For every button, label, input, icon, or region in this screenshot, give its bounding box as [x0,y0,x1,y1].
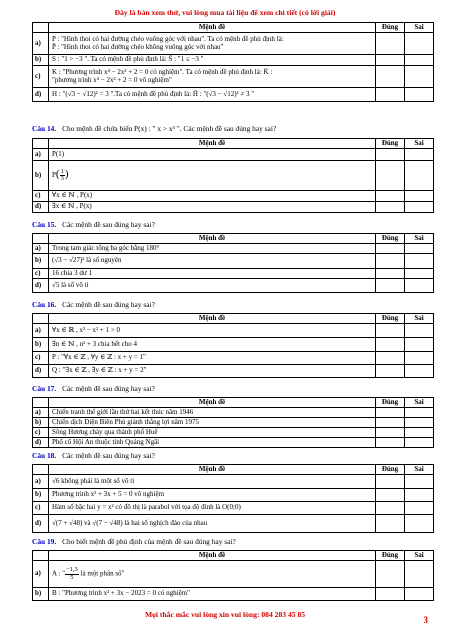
contact-footer: Mọi thắc mắc vui lòng xin vui lòng: 084 283 45 85 [144,610,306,619]
question-text: Cho mệnh đề chứa biến P(x) : " x > x³ ". Các mệnh đề sau đúng hay sai? [62,124,277,133]
fraction-numerator: −1,3 [65,566,78,573]
false-cell[interactable] [405,279,434,293]
table-row [33,269,434,279]
statement-text: S : "1 > −3 ". Ta có mệnh đề phủ định là: S̄ : "1 ≤ −3 " [49,55,376,66]
table-row [33,244,434,254]
false-cell[interactable] [405,408,434,418]
question-text: Các mệnh đề sau đúng hay sai? [62,451,155,460]
statement-text: ∀x ∈ ℕ , P(x) [49,191,376,202]
false-cell[interactable] [405,438,434,448]
question-15 [32,220,155,229]
row-label: a) [33,324,49,338]
table-row [33,515,434,533]
false-cell[interactable] [405,352,434,365]
table-q16 [32,313,434,378]
question-text: Các mệnh đề sau đúng hay sai? [62,300,155,309]
true-cell[interactable] [376,418,405,428]
statement-text: √(7 + √48) và √(7 − √48) là hai số nghịch đảo của nhau [49,515,376,533]
header-false: Sai [405,234,434,244]
true-cell[interactable] [376,244,405,254]
header-statement: Mệnh đề [49,139,376,149]
table-row [33,149,434,161]
table-q15 [32,233,434,293]
statement-suffix: là một phân số" [78,569,125,578]
table-row [33,502,434,515]
false-cell[interactable] [405,202,434,213]
true-cell[interactable] [376,489,405,502]
statement-text: H : "(√3 − √12)² = 3 ".Ta có mệnh đề phủ định là: H̄ : "(√3 − √12)² ≠ 3 " [49,88,376,102]
false-cell[interactable] [405,365,434,378]
row-label: c) [33,428,49,438]
statement-text: (√3 − √27)² là số nguyên [49,254,376,269]
true-cell[interactable] [376,365,405,378]
question-number: Câu 17. [32,384,57,393]
table-row [33,88,434,102]
row-label: d) [33,279,49,293]
statement-text: Chiến dịch Điện Biên Phủ giành thắng lợi năm 1975 [49,418,376,428]
header-true: Đúng [376,234,405,244]
row-label: b) [33,489,49,502]
question-number: Câu 16. [32,300,57,309]
table-q19 [32,550,434,601]
row-label: b) [33,254,49,269]
false-cell[interactable] [405,338,434,352]
row-label: b) [33,161,49,191]
table-row [33,588,434,601]
false-cell[interactable] [405,254,434,269]
question-14 [32,124,276,133]
fraction-numerator: 1 [60,167,64,175]
header-statement: Mệnh đề [49,465,376,475]
header-true: Đúng [376,23,405,33]
true-cell[interactable] [376,279,405,293]
statement-text: 16 chia 3 dư 1 [49,269,376,279]
statement-text: Phương trình x² + 3x + 5 = 0 vô nghiệm [49,489,376,502]
statement-text-2: P̄ : "Hình thoi có hai đường chéo không vuông góc với nhau" [52,42,224,51]
false-cell[interactable] [405,502,434,515]
statement-text: ∃x ∈ ℕ , P(x) [49,202,376,213]
true-cell[interactable] [376,408,405,418]
statement-text: Hàm số bậc hai y = x² có đồ thị là parabol với tọa độ đỉnh là O(0;0) [49,502,376,515]
header-false: Sai [405,314,434,324]
question-19 [32,537,236,546]
question-number: Câu 14. [32,124,57,133]
question-text: Các mệnh đề sau đúng hay sai? [62,384,155,393]
row-label: d) [33,202,49,213]
table-row [33,324,434,338]
page-number: 3 [423,615,428,625]
row-label: a) [33,149,49,161]
true-cell[interactable] [376,515,405,533]
table-row [33,202,434,213]
true-cell[interactable] [376,66,405,88]
header-statement: Mệnh đề [49,234,376,244]
true-cell[interactable] [376,254,405,269]
statement-text: ∃n ∈ ℕ , n² + 3 chia hết cho 4 [49,338,376,352]
row-label: b) [33,338,49,352]
false-cell[interactable] [405,244,434,254]
true-cell[interactable] [376,352,405,365]
false-cell[interactable] [405,489,434,502]
question-text: Các mệnh đề sau đúng hay sai? [62,220,155,229]
table-q13 [32,22,434,102]
header-false: Sai [405,551,434,561]
false-cell[interactable] [405,418,434,428]
table-row [33,55,434,66]
header-true: Đúng [376,465,405,475]
fraction [65,567,79,581]
statement-text: P(1) [49,149,376,161]
true-cell[interactable] [376,269,405,279]
row-label: c) [33,502,49,515]
false-cell[interactable] [405,149,434,161]
table-row [33,254,434,269]
false-cell[interactable] [405,55,434,66]
true-cell[interactable] [376,588,405,601]
table-row [33,489,434,502]
row-label: c) [33,66,49,88]
question-17 [32,384,155,393]
table-row [33,561,434,588]
header-statement: Mệnh đề [49,314,376,324]
true-cell[interactable] [376,191,405,202]
preview-banner: Đây là bản xem thử, vui lòng mua tài liệu để xem chi tiết (có lời giải) [114,8,336,17]
header-statement: Mệnh đề [49,23,376,33]
table-row [33,408,434,418]
header-false: Sai [405,23,434,33]
table-row [33,418,434,428]
header-false: Sai [405,465,434,475]
table-row [33,352,434,365]
statement-text: P : "∀x ∈ ℤ , ∀y ∈ ℤ : x + y = 1" [49,352,376,365]
true-cell[interactable] [376,33,405,55]
true-cell[interactable] [376,502,405,515]
row-label: c) [33,269,49,279]
question-number: Câu 18. [32,451,57,460]
header-true: Đúng [376,398,405,408]
false-cell[interactable] [405,588,434,601]
row-label: a) [33,244,49,254]
true-cell[interactable] [376,161,405,191]
false-cell[interactable] [405,33,434,55]
false-cell[interactable] [405,269,434,279]
row-label: d) [33,88,49,102]
table-q17 [32,397,434,448]
true-cell[interactable] [376,428,405,438]
header-true: Đúng [376,551,405,561]
false-cell[interactable] [405,515,434,533]
false-cell[interactable] [405,561,434,588]
row-label: b) [33,55,49,66]
row-label: c) [33,352,49,365]
function-name: P [52,171,56,180]
statement-text: K : "Phương trình x⁴ − 2x² + 2 = 0 có nghiệm". Ta có mệnh đề phủ định là: K̄ : [52,67,273,76]
true-cell[interactable] [376,561,405,588]
statement-text: √5 là số vô tỉ [49,279,376,293]
false-cell[interactable] [405,66,434,88]
statement-text-2: "phương trình x⁴ − 2x² + 2 = 0 vô nghiệm" [52,75,172,84]
header-true: Đúng [376,314,405,324]
table-row [33,279,434,293]
row-label: b) [33,418,49,428]
table-row: b) P( $\frac{1}{3}$ ) [33,161,434,191]
true-cell[interactable] [376,438,405,448]
header-statement: Mệnh đề [49,398,376,408]
true-cell[interactable] [376,55,405,66]
header-statement: Mệnh đề [49,551,376,561]
true-cell[interactable] [376,324,405,338]
table-row [33,66,434,88]
false-cell[interactable] [405,324,434,338]
table-q14 [32,138,434,213]
table-row [33,475,434,489]
table-row [33,365,434,378]
statement-text: B : "Phương trình x² + 3x − 2023 = 0 có nghiệm" [49,588,376,601]
statement-text: Chiến tranh thế giới lần thứ hai kết thúc năm 1946 [49,408,376,418]
statement-text: ∀x ∈ ℝ , x³ − x² + 1 > 0 [49,324,376,338]
row-label: a) [33,33,49,55]
question-number: Câu 15. [32,220,57,229]
false-cell[interactable] [405,191,434,202]
question-18 [32,451,155,460]
table-q18 [32,464,434,533]
true-cell[interactable] [376,338,405,352]
row-label: a) [33,408,49,418]
header-true: Đúng [376,139,405,149]
question-16 [32,300,155,309]
table-row [33,438,434,448]
true-cell[interactable] [376,202,405,213]
statement-text: √6 không phải là một số vô tỉ [49,475,376,489]
true-cell[interactable] [376,88,405,102]
false-cell[interactable] [405,88,434,102]
row-label: d) [33,515,49,533]
header-false: Sai [405,139,434,149]
false-cell[interactable] [405,161,434,191]
row-label: c) [33,191,49,202]
header-false: Sai [405,398,434,408]
row-label: a) [33,475,49,489]
row-label: d) [33,438,49,448]
table-row [33,33,434,55]
statement-text: Q : "∃x ∈ ℤ , ∃y ∈ ℤ : x + y = 2" [49,365,376,378]
true-cell[interactable] [376,149,405,161]
question-number: Câu 19. [32,537,57,546]
true-cell[interactable] [376,475,405,489]
statement-text: Sông Hương chảy qua thành phố Huế [49,428,376,438]
table-row [33,338,434,352]
statement-prefix: A : " [52,569,65,578]
statement-text: Trong tam giác tổng ba góc bằng 180° [49,244,376,254]
statement-text: P : "Hình thoi có hai đường chéo vuông góc với nhau". Ta có mệnh đề phủ định là: [52,34,284,43]
false-cell[interactable] [405,475,434,489]
fraction-denominator: 3 [60,175,64,183]
statement-text: Phố cổ Hội An thuộc tỉnh Quảng Ngãi [49,438,376,448]
row-label: d) [33,365,49,378]
table-row [33,428,434,438]
false-cell[interactable] [405,428,434,438]
row-label: a) [33,561,49,588]
row-label: b) [33,588,49,601]
question-text: Cho biết mệnh đề phủ định của mệnh đề sau đúng hay sai? [62,537,236,546]
fraction-denominator: 5 [70,573,74,581]
table-row [33,191,434,202]
